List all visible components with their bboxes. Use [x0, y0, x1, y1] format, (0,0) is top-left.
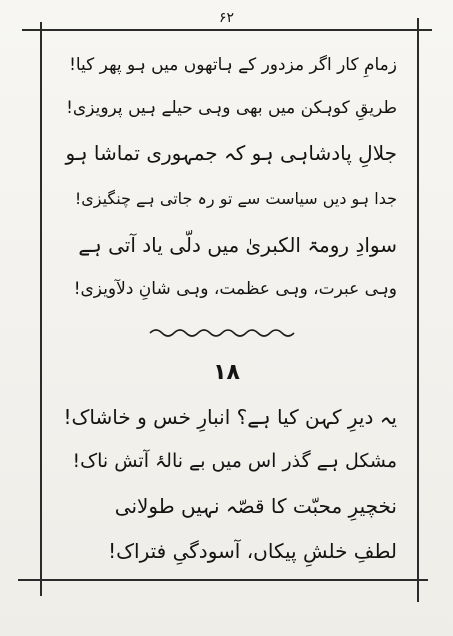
verse-line: نخچیرِ محبّت کا قصّہ نہیں طولانی [114, 494, 397, 518]
verse-line: جلالِ پادشاہی ہو کہ جمہوری تماشا ہو [65, 141, 397, 165]
verse-line: مشکل ہے گذر اس میں بے نالۂ آتش ناک! [72, 450, 397, 472]
verse-line: یہ دیرِ کہن کیا ہے؟ انبارِ خس و خاشاک! [63, 405, 397, 429]
verse-line: وہی عبرت، وہی عظمت، وہی شانِ دلآویزی! [73, 279, 397, 299]
verse-line: سوادِ رومۃ الکبریٰ میں دلّی یاد آتی ہے [78, 233, 397, 257]
section-number: ۱۸ [213, 360, 240, 385]
border-bottom-line [18, 579, 428, 581]
border-top-line [22, 29, 432, 31]
verse-line: زمامِ کار اگر مزدور کے ہاتھوں میں ہو پھر کیا! [69, 55, 397, 75]
verse-line: طریقِ کوہکن میں بھی وہی حیلے ہیں پرویزی! [66, 98, 397, 118]
border-right-line [417, 18, 419, 602]
verse-line: جدا ہو دیں سیاست سے تو رہ جاتی ہے چنگیزی! [74, 189, 397, 208]
border-left-line [40, 22, 42, 596]
page-number: ۶۲ [218, 10, 235, 26]
wavy-divider-ornament [148, 326, 298, 340]
verse-line: لطفِ خلشِ پیکاں، آسودگیِ فتراک! [108, 539, 397, 563]
